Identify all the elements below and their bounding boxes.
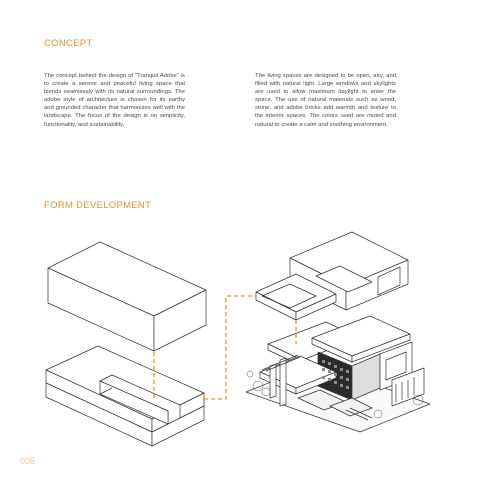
house-rendering xyxy=(246,316,430,432)
massing-block-l-shape xyxy=(46,346,204,446)
page-number: 006 xyxy=(20,456,36,466)
concept-paragraph-2: The living spaces are designed to be open, airy, and filled with natural light. Large windows and skylights are used to allow maximum daylight to enter the space. The use of natural materials such as wood, stone, and adobe bricks add warmth and texture to the interior spaces. The colors used are muted and natural to create a calm and soothing environment. xyxy=(255,73,396,128)
form-development-heading: FORM DEVELOPMENT xyxy=(44,200,152,211)
concept-paragraph-1: The concept behind the design of “Tranquil Adobe” is to create a serene and peaceful living space that blends seamlessly with its natural surroundings. The adobe style of architecture is chosen for its earthy and grounded character that harmonizes well with the landscape. The focus of the design is on simplicity, functionality, and sustainability. xyxy=(44,73,185,128)
massing-block-top xyxy=(48,242,206,351)
concept-heading: CONCEPT xyxy=(44,38,93,49)
